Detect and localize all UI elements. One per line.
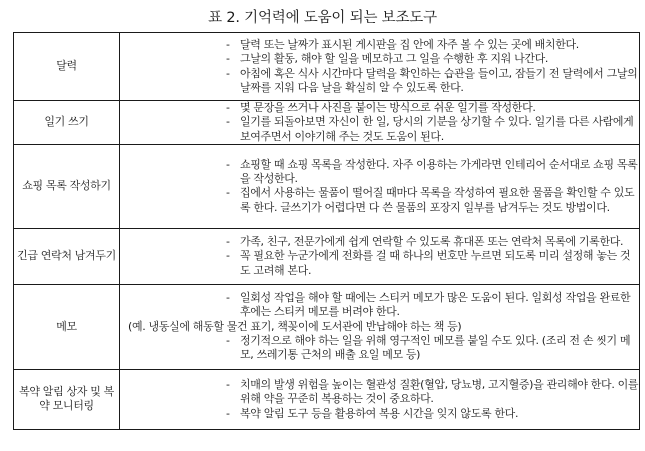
memory-aids-table — [13, 32, 640, 430]
bullet-text: 쇼핑할 때 쇼핑 목록을 작성한다. 자주 이용하는 가게라면 인테리어 순서대로 쇼핑 목록을 작성한다. — [240, 157, 638, 186]
bullet-item — [224, 291, 639, 320]
bullet-item — [224, 101, 639, 115]
row-content — [120, 101, 640, 145]
row-label: 달력 — [14, 33, 120, 101]
table-title: 표 2. 기억력에 도움이 되는 보조도구 — [208, 10, 437, 26]
table-row — [14, 144, 640, 228]
bullet-dash: - — [226, 101, 230, 114]
bullet-dash: - — [226, 115, 230, 129]
bullet-item — [224, 249, 639, 278]
bullet-text: 치매의 발생 위험을 높이는 혈관성 질환(혈압, 당뇨병, 고지혈증)을 관리해야 한다. 이를 위해 약을 꾸준히 복용하는 것이 중요하다. — [240, 377, 639, 406]
bullet-text: 그날의 활동, 해야 할 일을 메모하고 그 일을 수행한 후 지워 나간다. — [240, 52, 549, 66]
bullet-dash: - — [226, 186, 230, 200]
row-label: 메모 — [14, 284, 120, 369]
bullet-item — [224, 67, 639, 96]
table-row — [14, 33, 640, 101]
bullet-text: 집에서 사용하는 물품이 떨어질 때마다 목록을 작성하여 필요한 물품을 확인할 수 있도록 한다. 글쓰기가 어렵다면 다 쓴 물품의 포장지 일부를 남겨두는 것도 방법이다. — [240, 186, 635, 214]
table-body — [14, 33, 640, 430]
row-label: 복약 알림 상자 및 복약 모니터링 — [14, 369, 120, 429]
bullet-dash: - — [226, 52, 230, 66]
bullet-text: 몇 문장을 쓰거나 사진을 붙이는 방식으로 쉬운 일기를 작성한다. — [240, 101, 536, 114]
bullet-dash: - — [226, 334, 230, 348]
row-content — [120, 144, 640, 228]
bullet-item — [224, 378, 639, 407]
bullet-item — [224, 334, 639, 363]
row-content — [120, 33, 640, 101]
bullet-item — [224, 38, 639, 52]
bullet-dash: - — [226, 66, 230, 80]
table-row — [14, 228, 640, 284]
bullet-text: 일기를 되돌아보면 자신이 한 일, 당시의 기분을 상기할 수 있다. 일기를 다른 사람에게 보여주면서 이야기해 주는 것도 도움이 된다. — [240, 115, 634, 143]
row-label: 쇼핑 목록 작성하기 — [14, 144, 120, 228]
row-label: 일기 쓰기 — [14, 101, 120, 145]
table-row — [14, 369, 640, 429]
bullet-dash: - — [226, 291, 230, 305]
table-row — [14, 101, 640, 145]
row-label: 긴급 연락처 남겨두기 — [14, 228, 120, 284]
table-row — [14, 284, 640, 369]
row-content — [120, 228, 640, 284]
bullet-dash: - — [226, 406, 230, 420]
bullet-item — [224, 158, 639, 187]
bullet-item — [224, 235, 639, 249]
bullet-text: 꼭 필요한 누군가에게 전화를 걸 때 하나의 번호만 누르면 되도록 미리 설정해 놓는 것도 고려해 본다. — [240, 249, 631, 277]
bullet-dash: - — [226, 234, 230, 248]
bullet-dash: - — [226, 249, 230, 263]
bullet-text: 달력 또는 날짜가 표시된 게시판을 집 안에 자주 볼 수 있는 곳에 배치한다. — [240, 37, 579, 51]
bullet-item — [224, 115, 639, 144]
bullet-dash: - — [226, 37, 230, 51]
bullet-text: 복약 알림 도구 등을 활용하여 복용 시간을 잊지 않도록 한다. — [240, 406, 519, 420]
bullet-item — [224, 52, 639, 66]
bullet-item — [224, 407, 639, 421]
row-content — [120, 369, 640, 429]
row-content — [120, 284, 640, 369]
bullet-dash: - — [226, 157, 230, 171]
example-note: (예. 냉동실에 해동할 물건 표기, 책꽂이에 도서관에 반납해야 하는 책 등) — [128, 319, 462, 333]
bullet-item — [224, 186, 639, 215]
bullet-text: 아침에 혹은 식사 시간마다 달력을 확인하는 습관을 들이고, 잠들기 전 달력에서 그날의 날짜를 지워 다음 날을 확실히 알 수 있도록 한다. — [240, 66, 638, 94]
bullet-text: 일회성 작업을 해야 할 때에는 스티커 메모가 많은 도움이 된다. 일회성 작업을 완료한 후에는 스티커 메모를 버려야 한다. — [240, 291, 631, 319]
bullet-text: 정기적으로 해야 하는 일을 위해 영구적인 메모를 붙일 수도 있다. (조리 전 손 씻기 메모, 쓰레기통 근처의 배출 요일 메모 등) — [240, 334, 631, 362]
bullet-dash: - — [226, 377, 230, 391]
bullet-text: 가족, 친구, 전문가에게 쉽게 연락할 수 있도록 휴대폰 또는 연락처 목록에 기록한다. — [240, 234, 624, 248]
